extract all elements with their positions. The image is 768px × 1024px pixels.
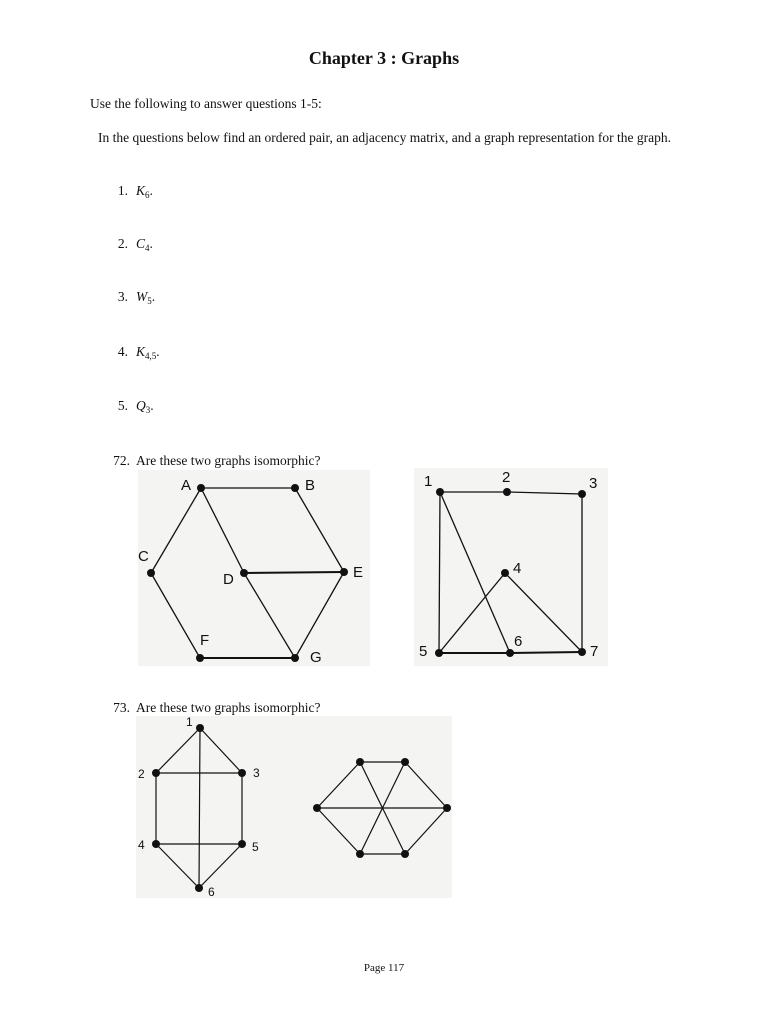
question-expression: $K_{4,5}$. [136,344,160,361]
edge-l-bl [317,808,360,854]
graph-72-right [414,468,608,666]
expr-base: K [136,183,146,198]
edge-6-7 [510,652,582,653]
vertex-c [147,569,155,577]
vertex-label-e: E [353,564,364,581]
vertex-label-f: F [200,632,210,649]
vertex-3 [578,490,586,498]
intro-text: Use the following to answer questions 1-5: [90,96,322,111]
expr-subscript: 6 [145,190,150,200]
vertex-4 [152,840,160,848]
vertex-5 [238,840,246,848]
vertex-label-c: C [138,548,149,565]
vertex-label-1: 1 [186,716,193,729]
edge-4-6 [156,844,199,888]
question-prompt: Are these two graphs isomorphic? [136,453,321,468]
graph-edges [317,762,447,854]
edge-d-g [244,573,295,658]
expr-base: C [136,236,146,251]
edge-1-6 [199,728,200,888]
question-number: 72. [113,453,130,468]
vertex-label-6: 6 [208,885,215,898]
vertex-e [340,568,348,576]
question-expression: $C_4$. [136,236,153,253]
vertex-6 [195,884,203,892]
vertex-a [197,484,205,492]
vertex-top-left [356,758,364,766]
vertex-b [291,484,299,492]
expr-subscript: 4,5 [145,351,157,361]
edge-d-e [244,572,344,573]
vertex-label-2: 2 [138,767,145,781]
graph-72-left [138,470,370,666]
question-expression: $Q_3$. [136,398,154,415]
vertex-g [291,654,299,662]
edge-1-2 [156,728,200,773]
edge-b-e [295,488,344,572]
edge-tl-l [317,762,360,808]
vertex-1 [196,724,204,732]
edge-4-5 [439,573,505,653]
vertex-left [313,804,321,812]
question-expression: $K_6$. [136,183,153,200]
graph-73-left [136,716,452,898]
expr-subscript: 4 [145,243,150,253]
vertex-bottom-right [401,850,409,858]
edge-tr-r [405,762,447,808]
vertex-d [240,569,248,577]
vertex-label-d: D [223,571,234,588]
vertex-1 [436,488,444,496]
vertex-label-1: 1 [424,473,433,490]
graph-edges [439,492,582,653]
edge-c-f [151,573,200,658]
edge-1-5 [439,492,440,653]
vertex-label-g: G [310,649,322,666]
vertex-label-6: 6 [514,633,523,650]
vertex-7 [578,648,586,656]
vertex-label-4: 4 [138,838,145,852]
instructions-text: In the questions below find an ordered pair, an adjacency matrix, and a graph representation for the graph. [98,130,671,145]
page-number: Page 117 [363,962,405,974]
question-number: 2. [117,236,128,251]
vertex-2 [503,488,511,496]
edge-1-6 [440,492,510,653]
question-number: 4. [117,344,128,359]
edge-r-br [405,808,447,854]
question-number: 3. [117,289,128,304]
vertex-4 [501,569,509,577]
vertex-3 [238,769,246,777]
vertex-f [196,654,204,662]
question-number: 1. [117,183,128,198]
expr-base: Q [136,398,146,413]
question-prompt: Are these two graphs isomorphic? [136,700,321,715]
vertex-label-a: A [181,477,192,494]
edge-2-3 [507,492,582,494]
expr-base: K [136,344,146,359]
expr-subscript: 3 [145,405,151,415]
graph-vertices [435,488,586,657]
question-number: 73. [113,700,130,715]
edge-a-c [151,488,201,573]
vertex-bottom-left [356,850,364,858]
vertex-label-3: 3 [253,766,260,780]
question-expression: $W_5$. [136,289,156,306]
vertex-5 [435,649,443,657]
vertex-label-3: 3 [589,475,598,492]
vertex-6 [506,649,514,657]
graph-edges [156,728,242,888]
expr-base: W [136,289,148,304]
edge-5-6 [199,844,242,888]
vertex-label-5: 5 [419,643,428,660]
question-number: 5. [117,398,128,413]
vertex-label-4: 4 [513,560,522,577]
vertex-label-2: 2 [502,469,511,486]
edge-1-3 [200,728,242,773]
vertex-right [443,804,451,812]
graph-73-right [313,758,451,858]
expr-subscript: 5 [147,296,152,306]
vertex-label-7: 7 [590,643,599,660]
vertex-2 [152,769,160,777]
page-title: Chapter 3 : Graphs [308,48,460,68]
vertex-label-5: 5 [252,840,259,854]
edge-a-d [201,488,244,573]
edge-e-g [295,572,344,658]
vertex-top-right [401,758,409,766]
vertex-label-b: B [305,477,316,494]
